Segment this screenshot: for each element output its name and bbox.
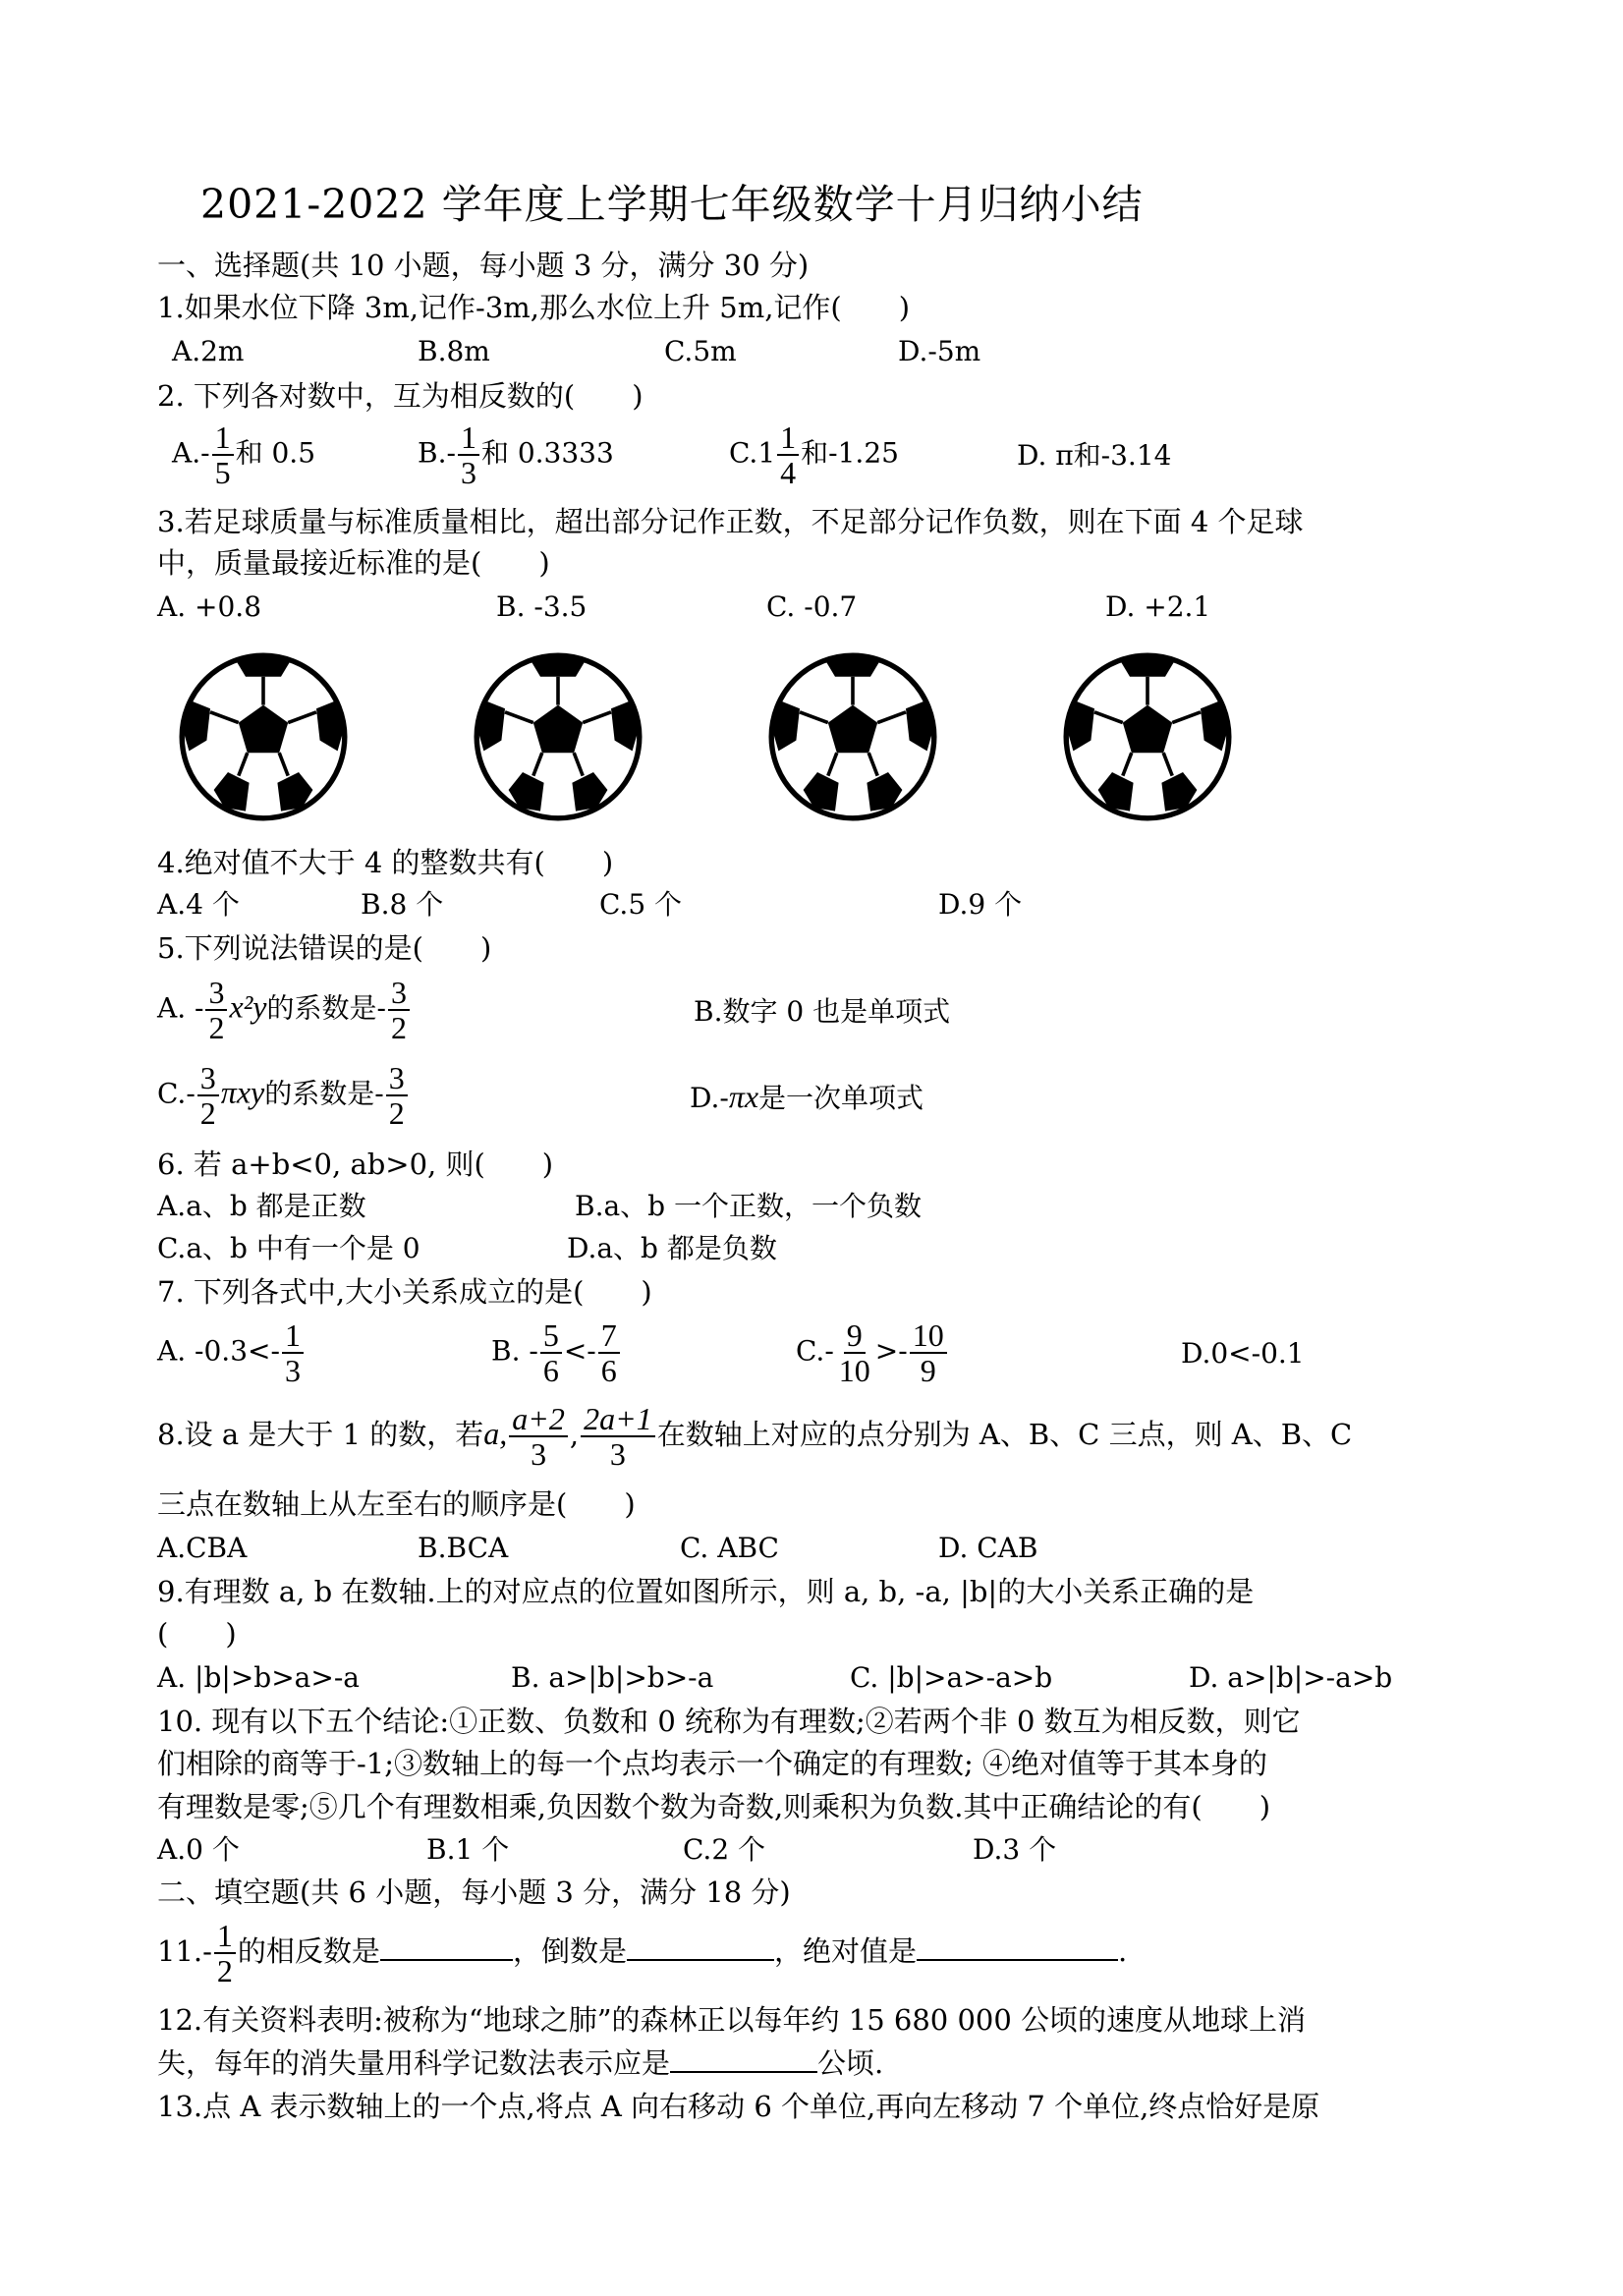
- q2-option-c: C.1 $\frac{1}{4}$ 和-1.25: [729, 420, 899, 490]
- q6-option-c: C.a、b 中有一个是 0: [157, 1232, 420, 1264]
- fraction: $\frac{7}{6}$: [598, 1318, 620, 1387]
- q10-option-b: B.1 个: [426, 1833, 510, 1866]
- q9-option-c: C. |b|>a>-a>b: [850, 1661, 1053, 1694]
- fraction: $\frac{1}{5}$: [212, 420, 234, 489]
- q7-option-a: A. -0.3<- $\frac{1}{3}$: [157, 1318, 306, 1387]
- q8-option-b: B.BCA: [418, 1532, 509, 1564]
- question-10-stem-line3: 有理数是零;⑤几个有理数相乘,负因数个数为奇数,则乘积为负数.其中正确结论的有( ): [157, 1790, 1271, 1823]
- q4-option-d: D.9 个: [938, 888, 1023, 921]
- q4-option-b: B.8 个: [361, 888, 444, 921]
- q10-option-c: C.2 个: [683, 1833, 766, 1866]
- question-13-stem-line1: 13.点 A 表示数轴上的一个点,将点 A 向右移动 6 个单位,再向左移动 7 个单位,终点恰好是原: [157, 2090, 1320, 2123]
- fraction: $\frac{1}{3}$: [458, 420, 479, 489]
- question-12-stem-line2: 失，每年的消失量用科学记数法表示应是 公顷.: [157, 2046, 884, 2080]
- section-heading-choice: 一、选择题(共 10 小题，每小题 3 分，满分 30 分): [157, 249, 810, 282]
- q6-option-a: A.a、b 都是正数: [157, 1190, 366, 1222]
- q8-option-c: C. ABC: [680, 1532, 779, 1564]
- q3-option-a: A. +0.8: [157, 590, 262, 623]
- q1-option-b: B.8m: [418, 335, 490, 367]
- fraction: $\frac{1}{2}$: [214, 1919, 236, 1988]
- question-5-stem: 5.下列说法错误的是( ): [157, 931, 492, 965]
- question-2-stem: 2. 下列各对数中，互为相反数的( ): [157, 379, 644, 413]
- q7-option-b: B. - $\frac{5}{6}$ <- $\frac{7}{6}$: [491, 1318, 622, 1387]
- q4-option-c: C.5 个: [599, 888, 683, 921]
- q2-option-d: D. π和-3.14: [1017, 439, 1172, 472]
- q9-option-a: A. |b|>b>a>-a: [157, 1661, 360, 1694]
- answer-blank[interactable]: [670, 2045, 817, 2073]
- fraction: $\frac{1}{4}$: [777, 420, 799, 489]
- q10-option-d: D.3 个: [973, 1833, 1057, 1866]
- q5-option-a: A. - $\frac{3}{2}$ x²y的系数是- $\frac{3}{2}$: [157, 976, 412, 1044]
- q8-option-d: D. CAB: [938, 1532, 1038, 1564]
- q5-option-d: D.-πx是一次单项式: [690, 1079, 924, 1114]
- q4-option-a: A.4 个: [157, 888, 240, 921]
- q10-option-a: A.0 个: [157, 1833, 240, 1866]
- q5-option-c: C.- $\frac{3}{2}$ πxy的系数是- $\frac{3}{2}$: [157, 1061, 410, 1130]
- question-9-stem-line1: 9.有理数 a, b 在数轴.上的对应点的位置如图所示，则 a, b, -a, |b|的大小关系正确的是: [157, 1575, 1255, 1608]
- q3-option-d: D. +2.1: [1105, 590, 1211, 623]
- fraction: $\frac{3}{2}$: [205, 976, 227, 1044]
- fraction: $\frac{5}{6}$: [540, 1318, 562, 1387]
- q6-option-d: D.a、b 都是负数: [567, 1232, 777, 1264]
- answer-blank[interactable]: [380, 1933, 513, 1961]
- question-8-stem-line1: 8.设 a 是大于 1 的数，若a, $\frac{a+2}{3}$ , $\frac{2a+1}{3}$ 在数轴上对应的点分别为 A、B、C 三点，则 A、B、C: [157, 1401, 1353, 1472]
- question-10-stem-line2: 们相除的商等于-1;③数轴上的每一个点均表示一个确定的有理数; ④绝对值等于其本身的: [157, 1747, 1268, 1780]
- q7-option-c: C.- $\frac{9}{10}$ >- $\frac{10}{9}$: [796, 1318, 949, 1387]
- soccer-ball-icon: [470, 648, 646, 825]
- q6-option-b: B.a、b 一个正数，一个负数: [575, 1190, 922, 1222]
- q5-option-b: B.数字 0 也是单项式: [694, 995, 951, 1028]
- fraction: $\frac{10}{9}$: [910, 1318, 947, 1387]
- q9-option-d: D. a>|b|>-a>b: [1189, 1661, 1393, 1694]
- q3-option-b: B. -3.5: [496, 590, 588, 623]
- question-8-stem-line2: 三点在数轴上从左至右的顺序是( ): [157, 1487, 636, 1521]
- question-12-stem-line1: 12.有关资料表明:被称为“地球之肺”的森林正以每年约 15 680 000 公顷的速度从地球上消: [157, 2003, 1307, 2037]
- fraction: $\frac{2a+1}{3}$: [581, 1402, 655, 1471]
- q2-option-b: B.- $\frac{1}{3}$ 和 0.3333: [418, 420, 614, 490]
- q9-option-b: B. a>|b|>b>-a: [511, 1661, 714, 1694]
- q7-option-d: D.0<-0.1: [1181, 1337, 1305, 1370]
- answer-blank[interactable]: [917, 1933, 1118, 1961]
- question-11: 11.- $\frac{1}{2}$ 的相反数是 ，倒数是 ，绝对值是 .: [157, 1918, 1128, 1988]
- fraction: $\frac{9}{10}$: [838, 1317, 870, 1388]
- soccer-ball-icon: [1059, 648, 1236, 825]
- section-heading-fill-in: 二、填空题(共 6 小题，每小题 3 分，满分 18 分): [157, 1876, 791, 1909]
- fraction: $\frac{3}{2}$: [386, 1061, 408, 1130]
- fraction: $\frac{a+2}{3}$: [509, 1402, 568, 1471]
- question-1-stem: 1.如果水位下降 3m,记作-3m,那么水位上升 5m,记作( ): [157, 291, 911, 324]
- answer-blank[interactable]: [627, 1933, 774, 1961]
- soccer-ball-icon: [764, 648, 941, 825]
- q8-option-a: A.CBA: [157, 1532, 248, 1564]
- question-3-stem-line1: 3.若足球质量与标准质量相比，超出部分记作正数，不足部分记作负数，则在下面 4 个足球: [157, 505, 1304, 538]
- fraction: $\frac{1}{3}$: [282, 1318, 304, 1387]
- fraction: $\frac{3}{2}$: [388, 976, 410, 1044]
- question-6-stem: 6. 若 a+b<0, ab>0, 则( ): [157, 1148, 554, 1181]
- q2-option-a: A.- $\frac{1}{5}$ 和 0.5: [172, 420, 316, 490]
- question-9-stem-line2: ( ): [157, 1617, 237, 1651]
- page-title: 2021-2022 学年度上学期七年级数学十月归纳小结: [200, 181, 1144, 228]
- question-7-stem: 7. 下列各式中,大小关系成立的是( ): [157, 1275, 652, 1309]
- question-4-stem: 4.绝对值不大于 4 的整数共有( ): [157, 846, 614, 879]
- question-10-stem-line1: 10. 现有以下五个结论:①正数、负数和 0 统称为有理数;②若两个非 0 数互为相反数，则它: [157, 1705, 1301, 1738]
- q3-option-c: C. -0.7: [766, 590, 858, 623]
- q1-option-d: D.-5m: [898, 335, 981, 367]
- fraction: $\frac{3}{2}$: [197, 1061, 219, 1130]
- question-3-stem-line2: 中，质量最接近标准的是( ): [157, 546, 550, 580]
- q1-option-a: A.2m: [172, 335, 245, 367]
- q1-option-c: C.5m: [664, 335, 737, 367]
- soccer-ball-icon: [175, 648, 352, 825]
